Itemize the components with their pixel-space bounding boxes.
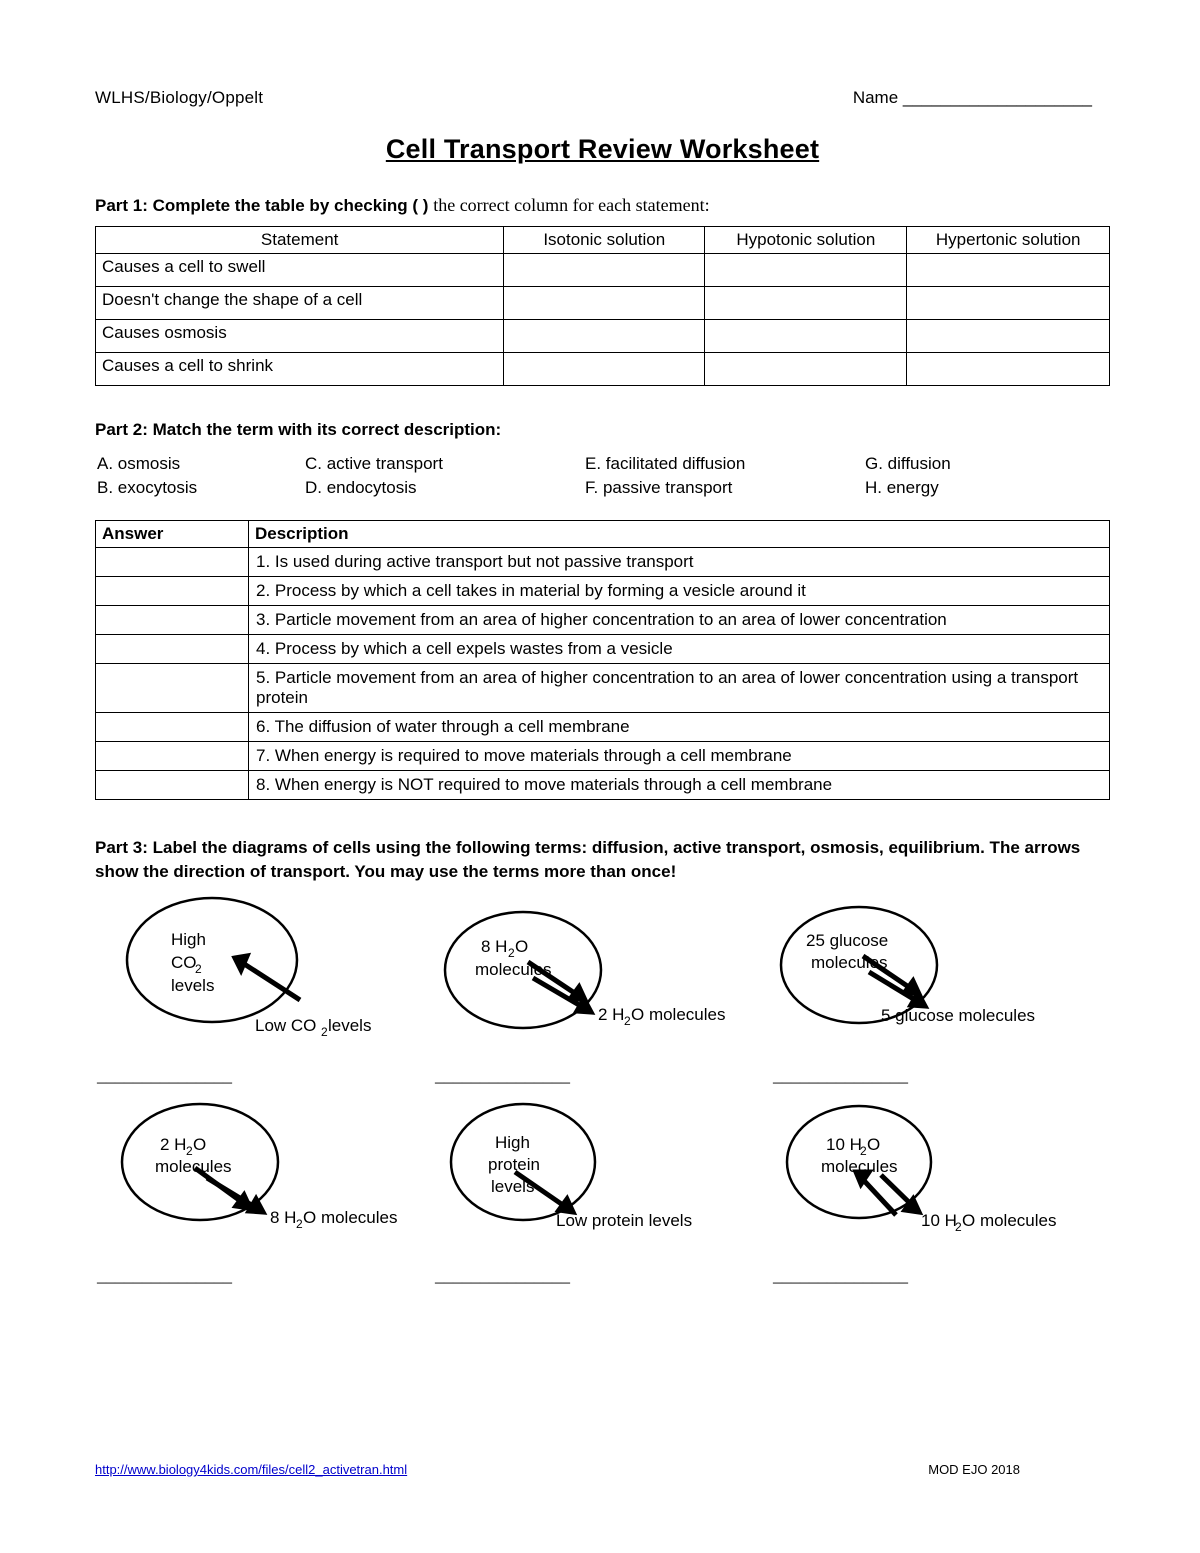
description-cell: 6. The diffusion of water through a cell membrane bbox=[249, 713, 1110, 742]
term-e: E. facilitated diffusion bbox=[585, 454, 746, 473]
table-row bbox=[96, 771, 1110, 800]
checkbox-cell-isotonic[interactable] bbox=[504, 320, 705, 353]
part3-heading-b: . The arrows show the direction of transport. You may use the terms more than once! bbox=[95, 838, 1081, 882]
diagram-5-figure bbox=[433, 1090, 771, 1270]
table-row bbox=[96, 254, 1110, 287]
svg-text:2: 2 bbox=[321, 1025, 328, 1040]
diagram-6 bbox=[771, 1090, 1109, 1290]
checkbox-cell-hypotonic[interactable] bbox=[705, 320, 907, 353]
svg-text:O: O bbox=[515, 937, 529, 957]
svg-text:Low CO: Low CO bbox=[255, 1016, 317, 1036]
statement-cell: Causes a cell to shrink bbox=[96, 353, 504, 386]
term-f: F. passive transport bbox=[585, 478, 733, 497]
table-row bbox=[96, 713, 1110, 742]
diagram-1-answer-blank[interactable]: _______________ bbox=[97, 1065, 232, 1086]
term-d: D. endocytosis bbox=[305, 478, 417, 497]
checkbox-cell-hypertonic[interactable] bbox=[907, 320, 1110, 353]
name-field-label: Name ____________________ bbox=[852, 88, 1092, 107]
diagram-4-answer-blank[interactable]: _______________ bbox=[97, 1265, 232, 1286]
col-statement: Statement bbox=[96, 227, 504, 254]
term-b: B. exocytosis bbox=[97, 478, 198, 497]
svg-text:High: High bbox=[171, 930, 206, 950]
table-row bbox=[96, 287, 1110, 320]
part2-table bbox=[95, 520, 1110, 800]
table-header-row bbox=[96, 521, 1110, 548]
svg-text:25 glucose: 25 glucose bbox=[806, 931, 889, 951]
diagram-6-answer-blank[interactable]: _______________ bbox=[773, 1265, 908, 1286]
diagram-3 bbox=[771, 890, 1109, 1090]
diagram-row-2 bbox=[95, 1090, 1110, 1290]
part1-heading bbox=[95, 195, 1110, 216]
svg-text:8 H: 8 H bbox=[270, 1208, 297, 1228]
answer-cell[interactable] bbox=[96, 742, 249, 771]
table-row bbox=[96, 577, 1110, 606]
svg-text:levels: levels bbox=[491, 1177, 535, 1197]
checkbox-cell-hypotonic[interactable] bbox=[705, 287, 907, 320]
checkbox-cell-hypertonic[interactable] bbox=[907, 353, 1110, 386]
part3-heading bbox=[95, 836, 1110, 884]
diagram-2-answer-blank[interactable]: _______________ bbox=[435, 1065, 570, 1086]
svg-text:molecules: molecules bbox=[155, 1157, 232, 1177]
svg-text:2: 2 bbox=[186, 1144, 193, 1159]
part3-diagram-grid bbox=[95, 890, 1110, 1290]
description-cell: 4. Process by which a cell expels wastes from a vesicle bbox=[249, 635, 1110, 664]
part1-heading-normal: the correct column for each statement: bbox=[433, 195, 710, 215]
answer-cell[interactable] bbox=[96, 548, 249, 577]
diagram-3-figure bbox=[771, 890, 1109, 1070]
source-link[interactable]: http://www.biology4kids.com/files/cell2_activetran.html bbox=[95, 1462, 408, 1477]
svg-text:2: 2 bbox=[624, 1014, 631, 1029]
col-answer: Answer bbox=[96, 521, 249, 548]
svg-text:molecules: molecules bbox=[811, 953, 888, 973]
svg-text:High: High bbox=[495, 1133, 530, 1153]
answer-cell[interactable] bbox=[96, 713, 249, 742]
description-cell: 7. When energy is required to move materials through a cell membrane bbox=[249, 742, 1110, 771]
svg-text:Low protein levels: Low protein levels bbox=[556, 1211, 693, 1231]
svg-text:O molecules: O molecules bbox=[303, 1208, 398, 1228]
svg-text:protein: protein bbox=[488, 1155, 540, 1175]
answer-cell[interactable] bbox=[96, 606, 249, 635]
svg-text:2 H: 2 H bbox=[598, 1005, 625, 1025]
svg-text:10 H: 10 H bbox=[921, 1211, 957, 1231]
answer-cell[interactable] bbox=[96, 664, 249, 713]
description-cell: 8. When energy is NOT required to move materials through a cell membrane bbox=[249, 771, 1110, 800]
statement-cell: Causes a cell to swell bbox=[96, 254, 504, 287]
part3-heading-a: Part 3: Label the diagrams of cells using the following terms bbox=[95, 838, 582, 857]
svg-text:10 H: 10 H bbox=[826, 1135, 862, 1155]
svg-text:8 H: 8 H bbox=[481, 937, 508, 957]
table-row bbox=[96, 320, 1110, 353]
part1-table bbox=[95, 226, 1110, 386]
diagram-5-answer-blank[interactable]: _______________ bbox=[435, 1265, 570, 1286]
answer-cell[interactable] bbox=[96, 635, 249, 664]
svg-text:O molecules: O molecules bbox=[962, 1211, 1057, 1231]
svg-text:2 H: 2 H bbox=[160, 1135, 187, 1155]
page-title: Cell Transport Review Worksheet bbox=[385, 134, 820, 164]
svg-text:CO: CO bbox=[171, 953, 197, 973]
diagram-3-answer-blank[interactable]: _______________ bbox=[773, 1065, 908, 1086]
diagram-row-1 bbox=[95, 890, 1110, 1090]
diagram-1-figure bbox=[95, 890, 433, 1070]
table-row bbox=[96, 548, 1110, 577]
svg-text:2: 2 bbox=[508, 946, 515, 961]
table-row bbox=[96, 606, 1110, 635]
col-description: Description bbox=[249, 521, 1110, 548]
description-cell: 5. Particle movement from an area of higher concentration to an area of lower concentration using a transport protein bbox=[249, 664, 1110, 713]
part2-heading: Part 2: Match the term with its correct description: bbox=[95, 420, 502, 439]
svg-text:2: 2 bbox=[195, 962, 202, 977]
svg-text:O molecules: O molecules bbox=[631, 1005, 726, 1025]
document-footer bbox=[95, 1462, 1110, 1477]
term-c: C. active transport bbox=[305, 454, 443, 473]
svg-text:5 glucose molecules: 5 glucose molecules bbox=[881, 1006, 1036, 1026]
col-isotonic: Isotonic solution bbox=[504, 227, 705, 254]
checkbox-cell-isotonic[interactable] bbox=[504, 353, 705, 386]
svg-text:2: 2 bbox=[955, 1220, 962, 1235]
checkbox-cell-isotonic[interactable] bbox=[504, 287, 705, 320]
document-content bbox=[95, 88, 1110, 1290]
col-hypotonic: Hypotonic solution bbox=[705, 227, 907, 254]
diagram-4-figure bbox=[95, 1090, 433, 1270]
answer-cell[interactable] bbox=[96, 577, 249, 606]
description-cell: 3. Particle movement from an area of higher concentration to an area of lower concentration bbox=[249, 606, 1110, 635]
part1-heading-bold: Part 1: Complete the table by checking ( ) bbox=[95, 196, 429, 215]
table-row bbox=[96, 353, 1110, 386]
course-label: WLHS/Biology/Oppelt bbox=[95, 88, 264, 107]
statement-cell: Doesn't change the shape of a cell bbox=[96, 287, 504, 320]
answer-cell[interactable] bbox=[96, 771, 249, 800]
description-cell: 1. Is used during active transport but not passive transport bbox=[249, 548, 1110, 577]
term-h: H. energy bbox=[865, 478, 939, 497]
term-a: A. osmosis bbox=[97, 454, 181, 473]
checkbox-cell-isotonic[interactable] bbox=[504, 254, 705, 287]
svg-text:2: 2 bbox=[860, 1144, 867, 1159]
document-header bbox=[95, 88, 1110, 108]
diagram-5 bbox=[433, 1090, 771, 1290]
svg-text:2: 2 bbox=[296, 1217, 303, 1232]
statement-cell: Causes osmosis bbox=[96, 320, 504, 353]
diagram-4 bbox=[95, 1090, 433, 1290]
table-header-row bbox=[96, 227, 1110, 254]
checkbox-cell-hypotonic[interactable] bbox=[705, 254, 907, 287]
svg-text:molecules: molecules bbox=[475, 960, 552, 980]
term-g: G. diffusion bbox=[865, 454, 951, 473]
part2-term-list bbox=[97, 454, 1110, 498]
checkbox-cell-hypertonic[interactable] bbox=[907, 254, 1110, 287]
svg-text:levels: levels bbox=[328, 1016, 372, 1036]
diagram-1 bbox=[95, 890, 433, 1090]
table-row bbox=[96, 635, 1110, 664]
revision-label: MOD EJO 2018 bbox=[928, 1462, 1020, 1477]
svg-text:levels: levels bbox=[171, 976, 215, 996]
table-row bbox=[96, 742, 1110, 771]
svg-text:O: O bbox=[867, 1135, 881, 1155]
svg-text:O: O bbox=[193, 1135, 207, 1155]
description-cell: 2. Process by which a cell takes in material by forming a vesicle around it bbox=[249, 577, 1110, 606]
diagram-6-figure bbox=[771, 1090, 1109, 1270]
table-row bbox=[96, 664, 1110, 713]
diagram-2 bbox=[433, 890, 771, 1090]
checkbox-cell-hypertonic[interactable] bbox=[907, 287, 1110, 320]
part3-heading-terms: : diffusion, active transport, osmosis, equilibrium bbox=[581, 838, 981, 857]
col-hypertonic: Hypertonic solution bbox=[907, 227, 1110, 254]
checkbox-cell-hypotonic[interactable] bbox=[705, 353, 907, 386]
svg-text:molecules: molecules bbox=[821, 1157, 898, 1177]
diagram-2-figure bbox=[433, 890, 771, 1070]
